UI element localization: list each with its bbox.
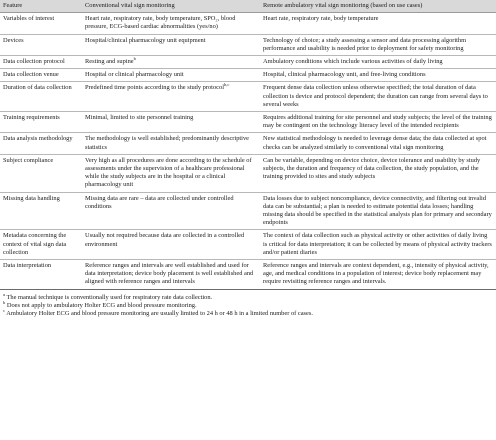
conventional-text: Resting and supine xyxy=(85,58,134,66)
feature-cell: Data interpretation xyxy=(0,260,82,290)
remote-cell: The context of data collection such as physical activity or other activities of daily living is critical for data interpretation; it can be collected by means of physical activity trackers and/or patient diaries xyxy=(260,230,496,260)
table-row xyxy=(0,192,496,230)
header-feature: Feature xyxy=(0,0,82,13)
remote-cell: New statistical methodology is needed to leverage dense data; the data collected at spot checks can be analyzed similarly to conventional vital sign monitoring xyxy=(260,133,496,154)
feature-cell: Training requirements xyxy=(0,112,82,133)
header-conventional: Conventional vital sign monitoring xyxy=(82,0,260,13)
table-row xyxy=(0,154,496,192)
feature-cell: Variables of interest xyxy=(0,13,82,34)
feature-cell: Data collection protocol xyxy=(0,56,82,69)
table-row xyxy=(0,13,496,34)
table-row xyxy=(0,230,496,260)
table-header xyxy=(0,0,496,13)
table-footnotes xyxy=(0,290,496,318)
table-row xyxy=(0,133,496,154)
conventional-text: Predefined time points according to the study protocol xyxy=(85,84,224,92)
remote-cell: Data losses due to subject noncompliance, device connectivity, and filtering out invalid data can be substantial; a plan is needed to estimate potential data losses; handling missing data should be specified in the statistical analysis plan for primary and secondary endpoints xyxy=(260,192,496,230)
conventional-cell: Heart rate, respiratory rate, body temperature, SPO₂, blood pressure, ECG-based cardiac abnormalities (yes/no) xyxy=(82,13,260,34)
table-row xyxy=(0,112,496,133)
header-row xyxy=(0,0,496,13)
conventional-cell: Hospital/clinical pharmacology unit equipment xyxy=(82,34,260,55)
conventional-cell: The methodology is well established; predominantly descriptive statistics xyxy=(82,133,260,154)
footnote xyxy=(3,291,493,302)
footnote xyxy=(3,307,493,318)
feature-cell: Data analysis methodology xyxy=(0,133,82,154)
footnote-mark: c xyxy=(3,307,5,313)
conventional-cell xyxy=(82,82,260,112)
remote-cell: Technology of choice; a study assessing a sensor and data processing algorithm performance and usability is needed prior to deployment for safety monitoring xyxy=(260,34,496,55)
table-row xyxy=(0,82,496,112)
conventional-cell xyxy=(82,56,260,69)
conventional-cell: Usually not required because data are collected in a controlled environment xyxy=(82,230,260,260)
footnote-mark: a xyxy=(3,291,5,297)
feature-cell: Duration of data collection xyxy=(0,82,82,112)
table-row xyxy=(0,69,496,82)
feature-cell: Metadata concerning the context of vital sign data collection xyxy=(0,230,82,260)
remote-cell: Hospital, clinical pharmacology unit, and free-living conditions xyxy=(260,69,496,82)
remote-cell: Ambulatory conditions which include various activities of daily living xyxy=(260,56,496,69)
footnote xyxy=(3,299,493,310)
feature-cell: Missing data handling xyxy=(0,192,82,230)
conventional-cell: Reference ranges and intervals are well established and used for data interpretation; device body placement is well established and aligned with reference ranges and intervals xyxy=(82,260,260,290)
table-row xyxy=(0,260,496,290)
table-body xyxy=(0,13,496,289)
remote-cell: Requires additional training for site personnel and study subjects; the level of the training may be contingent on the technology literacy level of the intended recipients xyxy=(260,112,496,133)
footnote-text: Does not apply to ambulatory Holter ECG and blood pressure monitoring. xyxy=(6,301,197,309)
conventional-cell: Missing data are rare – data are collected under controlled conditions xyxy=(82,192,260,230)
remote-cell: Heart rate, respiratory rate, body temperature xyxy=(260,13,496,34)
table-row xyxy=(0,56,496,69)
footnote-text: The manual technique is conventionally used for respiratory rate data collection. xyxy=(6,293,213,301)
header-remote: Remote ambulatory vital sign monitoring (based on use cases) xyxy=(260,0,496,13)
footnote-mark: b xyxy=(3,299,6,305)
feature-cell: Subject compliance xyxy=(0,154,82,192)
remote-cell: Reference ranges and intervals are context dependent, e.g., intensity of physical activity, age, and medical conditions in a population of interest; device body replacement may require revisiting reference ranges and intervals. xyxy=(260,260,496,290)
conventional-cell: Very high as all procedures are done according to the schedule of assessments under the supervision of a healthcare professional while the study subjects are in the hospital or a clinical pharmacology unit xyxy=(82,154,260,192)
feature-cell: Devices xyxy=(0,34,82,55)
conventional-cell: Hospital or clinical pharmacology unit xyxy=(82,69,260,82)
table-row xyxy=(0,34,496,55)
feature-cell: Data collection venue xyxy=(0,69,82,82)
footnote-marker: b,c xyxy=(223,82,230,88)
footnote-text: Ambulatory Holter ECG and blood pressure monitoring are usually limited to 24 h or 48 h in a limited number of cases. xyxy=(6,309,313,317)
conventional-cell: Minimal, limited to site personnel training xyxy=(82,112,260,133)
remote-cell: Can be variable, depending on device choice, device tolerance and usability by study subjects, the duration and frequency of data collection, the study population, and the training provided to sites and study subjects xyxy=(260,154,496,192)
footnote-marker: b xyxy=(133,56,136,62)
remote-cell: Frequent dense data collection unless otherwise specified; the total duration of data collection is device and protocol dependent; the duration can range from several days to several weeks xyxy=(260,82,496,112)
